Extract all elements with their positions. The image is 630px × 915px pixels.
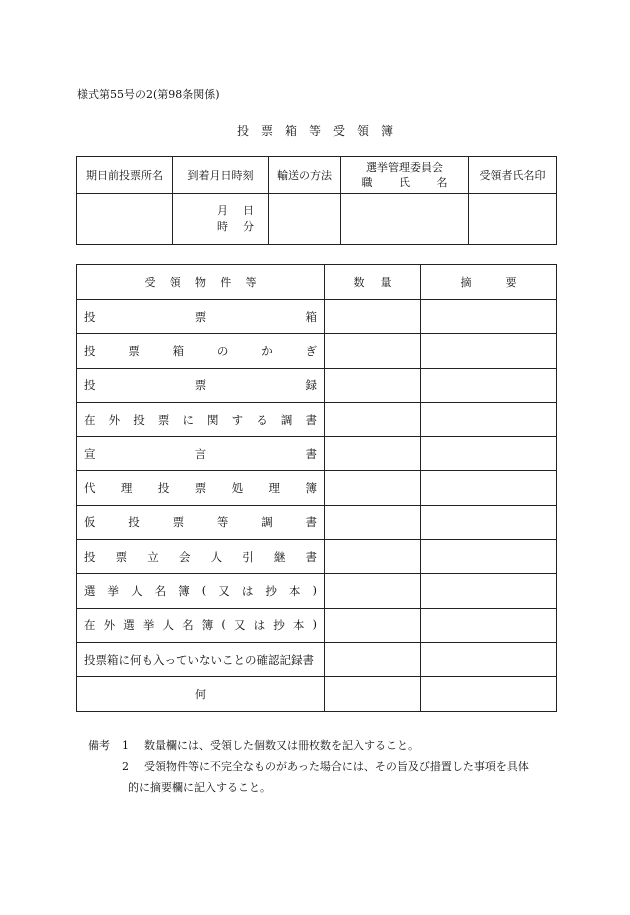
item-name-cell: 投 票 箱 [77, 300, 325, 334]
quantity-cell [325, 608, 421, 642]
quantity-cell [325, 368, 421, 402]
note-2: 受領物件等に不完全なものがあった場合には、その旨及び措置した事項を具体 [144, 760, 529, 773]
quantity-cell [325, 437, 421, 471]
cell-arrival-datetime: 月 日 時 分 [173, 194, 269, 245]
item-name-cell: 投 票 箱 の か ぎ [77, 334, 325, 368]
item-name-cell-other: 何 [77, 677, 325, 711]
quantity-cell [325, 574, 421, 608]
quantity-cell [325, 642, 421, 676]
form-title: 投票箱等受領簿 [236, 124, 405, 138]
header-receiver-seal: 受領者氏名印 [469, 157, 557, 194]
item-name-cell: 投票箱に何も入っていないことの確認記録書 [77, 642, 325, 676]
item-name-cell: 選 挙 人 名 簿 ( 又 は 抄 本 ) [77, 574, 325, 608]
header-transport-method: 輸送の方法 [269, 157, 341, 194]
table-row [77, 677, 557, 711]
remarks-cell [421, 334, 557, 368]
quantity-cell [325, 300, 421, 334]
table-row [77, 402, 557, 436]
table-row [77, 608, 557, 642]
cell-transport-method [269, 194, 341, 245]
quantity-cell [325, 540, 421, 574]
remarks-cell [421, 574, 557, 608]
header-items: 受 領 物 件 等 [77, 265, 325, 300]
cell-committee-official [341, 194, 469, 245]
remarks-cell [421, 642, 557, 676]
table-row [77, 505, 557, 539]
quantity-cell [325, 402, 421, 436]
item-name-cell: 投 票 録 [77, 368, 325, 402]
header-quantity: 数 量 [325, 265, 421, 300]
table-row [77, 437, 557, 471]
quantity-cell [325, 505, 421, 539]
remarks-cell [421, 505, 557, 539]
receipt-info-table [76, 156, 557, 245]
cell-polling-place [77, 194, 173, 245]
quantity-cell [325, 334, 421, 368]
item-name-cell: 代 理 投 票 処 理 簿 [77, 471, 325, 505]
remarks-cell [421, 402, 557, 436]
item-name-cell: 仮 投 票 等 調 書 [77, 505, 325, 539]
table-row [77, 471, 557, 505]
header-arrival-datetime: 到着月日時刻 [173, 157, 269, 194]
table-row [77, 574, 557, 608]
cell-receiver-seal [469, 194, 557, 245]
table-row [77, 300, 557, 334]
table-row [77, 368, 557, 402]
received-items-table [76, 264, 557, 712]
note-1: 数量欄には、受領した個数又は冊枚数を記入すること。 [144, 739, 419, 752]
remarks-cell [421, 300, 557, 334]
remarks-cell [421, 677, 557, 711]
header-remarks: 摘 要 [421, 265, 557, 300]
form-reference: 様式第55号の2(第98条関係) [77, 88, 220, 101]
remarks-cell [421, 437, 557, 471]
note-2-continuation: 的に摘要欄に記入すること。 [128, 781, 271, 794]
item-name-cell: 在 外 投 票 に 関 す る 調 書 [77, 402, 325, 436]
remarks-cell [421, 540, 557, 574]
notes-label: 備考 [88, 739, 110, 752]
header-polling-place: 期日前投票所名 [77, 157, 173, 194]
item-name-cell: 投 票 立 会 人 引 継 書 [77, 540, 325, 574]
quantity-cell [325, 677, 421, 711]
remarks-cell [421, 471, 557, 505]
table-row [77, 642, 557, 676]
table-row [77, 334, 557, 368]
item-name-cell: 宣 言 書 [77, 437, 325, 471]
quantity-cell [325, 471, 421, 505]
table-row [77, 540, 557, 574]
notes: 備考 1 数量欄には、受領した個数又は冊枚数を記入すること。 2 受領物件等に不完全なものがあった場合には、その旨及び措置した事項を具体 的に摘要欄に記入すること。 [88, 735, 529, 798]
remarks-cell [421, 608, 557, 642]
item-name-cell: 在 外 選 挙 人 名 簿 ( 又 は 抄 本 ) [77, 608, 325, 642]
header-committee-official: 選挙管理委員会 職 氏 名 [341, 157, 469, 194]
remarks-cell [421, 368, 557, 402]
